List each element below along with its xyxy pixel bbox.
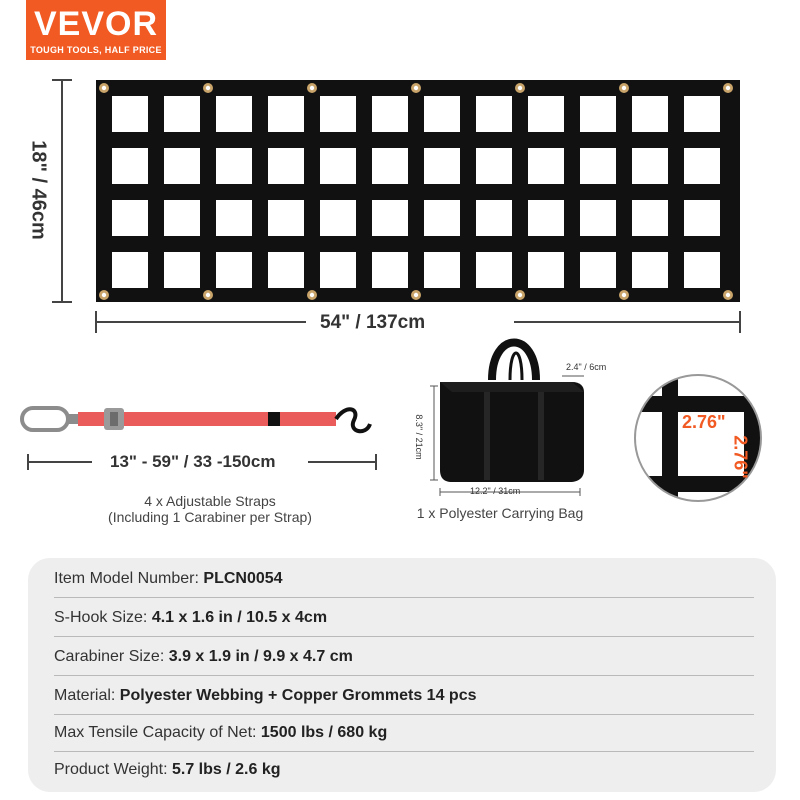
- adjustable-strap: [22, 408, 370, 431]
- grommet-hole: [726, 293, 730, 297]
- net-mesh-opening: [112, 252, 148, 288]
- net-mesh-opening: [476, 200, 512, 236]
- net-mesh-opening: [164, 200, 200, 236]
- net-mesh-opening: [216, 96, 252, 132]
- grommet-hole: [310, 293, 314, 297]
- grommet-hole: [622, 293, 626, 297]
- net-mesh-opening: [164, 252, 200, 288]
- s-hook-icon: [336, 409, 370, 431]
- net-mesh-opening: [112, 96, 148, 132]
- spec-row-model: Item Model Number: PLCN0054: [54, 560, 754, 598]
- bag-width-label: 12.2" / 31cm: [470, 486, 521, 496]
- grommet-hole: [102, 86, 106, 90]
- ratchet-buckle-icon: [104, 408, 124, 430]
- net-mesh-opening: [580, 96, 616, 132]
- net-width-label: 54" / 137cm: [320, 312, 426, 333]
- net-mesh-opening: [632, 148, 668, 184]
- grommet-hole: [518, 293, 522, 297]
- net-mesh-opening: [684, 148, 720, 184]
- grommet-hole: [310, 86, 314, 90]
- spec-row-s-hook: S-Hook Size: 4.1 x 1.6 in / 10.5 x 4cm: [54, 599, 754, 637]
- net-height-label: 18" / 46cm: [27, 140, 50, 240]
- net-mesh-opening: [580, 148, 616, 184]
- net-mesh-opening: [372, 200, 408, 236]
- net-mesh-opening: [684, 96, 720, 132]
- net-mesh-opening: [632, 96, 668, 132]
- net-mesh-opening: [268, 148, 304, 184]
- bag-height-label: 8.3" / 21cm: [414, 414, 424, 460]
- net-mesh-opening: [268, 96, 304, 132]
- net-mesh-opening: [528, 200, 564, 236]
- grommet-hole: [206, 293, 210, 297]
- net-mesh-opening: [528, 148, 564, 184]
- net-mesh-opening: [580, 252, 616, 288]
- net-mesh-opening: [684, 252, 720, 288]
- net-mesh-opening: [684, 200, 720, 236]
- bag-caption: 1 x Polyester Carrying Bag: [416, 505, 584, 521]
- net-mesh-opening: [632, 200, 668, 236]
- net-mesh-opening: [320, 96, 356, 132]
- mesh-width-label: 2.76": [682, 412, 726, 432]
- net-mesh-opening: [216, 252, 252, 288]
- grommet-hole: [726, 86, 730, 90]
- net-mesh-opening: [164, 96, 200, 132]
- logo-brand: VEVOR: [33, 5, 159, 43]
- logo-tagline: TOUGH TOOLS, HALF PRICE: [30, 45, 162, 55]
- net-mesh-opening: [476, 96, 512, 132]
- straps-caption-line2: (Including 1 Carabiner per Strap): [108, 509, 312, 525]
- net-mesh-opening: [476, 148, 512, 184]
- net-mesh-opening: [424, 148, 460, 184]
- net-mesh-opening: [632, 252, 668, 288]
- cargo-net: [96, 80, 740, 302]
- grommet-hole: [206, 86, 210, 90]
- spec-panel: [28, 558, 776, 792]
- carrying-bag: [440, 343, 584, 483]
- net-mesh-opening: [580, 200, 616, 236]
- spec-row-weight: Product Weight: 5.7 lbs / 2.6 kg: [54, 761, 281, 778]
- net-mesh-opening: [268, 200, 304, 236]
- net-mesh-opening: [528, 96, 564, 132]
- net-mesh-opening: [216, 148, 252, 184]
- net-mesh-opening: [216, 200, 252, 236]
- net-mesh-opening: [528, 252, 564, 288]
- net-mesh-opening: [424, 96, 460, 132]
- net-mesh-opening: [424, 200, 460, 236]
- carabiner-icon: [22, 408, 78, 430]
- net-mesh-opening: [372, 96, 408, 132]
- net-mesh-opening: [372, 252, 408, 288]
- straps-caption-line1: 4 x Adjustable Straps: [144, 493, 276, 509]
- strap-length-label: 13" - 59" / 33 -150cm: [110, 452, 276, 471]
- net-mesh-opening: [320, 200, 356, 236]
- net-mesh-opening: [476, 252, 512, 288]
- spec-row-tensile: Max Tensile Capacity of Net: 1500 lbs / 680 kg: [54, 714, 754, 752]
- net-mesh-opening: [164, 148, 200, 184]
- net-mesh-opening: [112, 148, 148, 184]
- grommet-hole: [102, 293, 106, 297]
- mesh-height-label: 2.76": [730, 435, 751, 479]
- net-mesh-opening: [268, 252, 304, 288]
- grommet-hole: [622, 86, 626, 90]
- net-mesh-opening: [112, 200, 148, 236]
- grommet-hole: [414, 293, 418, 297]
- grommet-hole: [414, 86, 418, 90]
- net-mesh-opening: [372, 148, 408, 184]
- spec-row-carabiner: Carabiner Size: 3.9 x 1.9 in / 9.9 x 4.7 cm: [54, 638, 754, 676]
- straps-caption: [70, 493, 350, 525]
- grommet-hole: [518, 86, 522, 90]
- net-mesh-opening: [320, 252, 356, 288]
- spec-row-material: Material: Polyester Webbing + Copper Grommets 14 pcs: [54, 677, 754, 715]
- bag-depth-label: 2.4" / 6cm: [566, 362, 607, 372]
- net-mesh-opening: [320, 148, 356, 184]
- net-mesh-opening: [424, 252, 460, 288]
